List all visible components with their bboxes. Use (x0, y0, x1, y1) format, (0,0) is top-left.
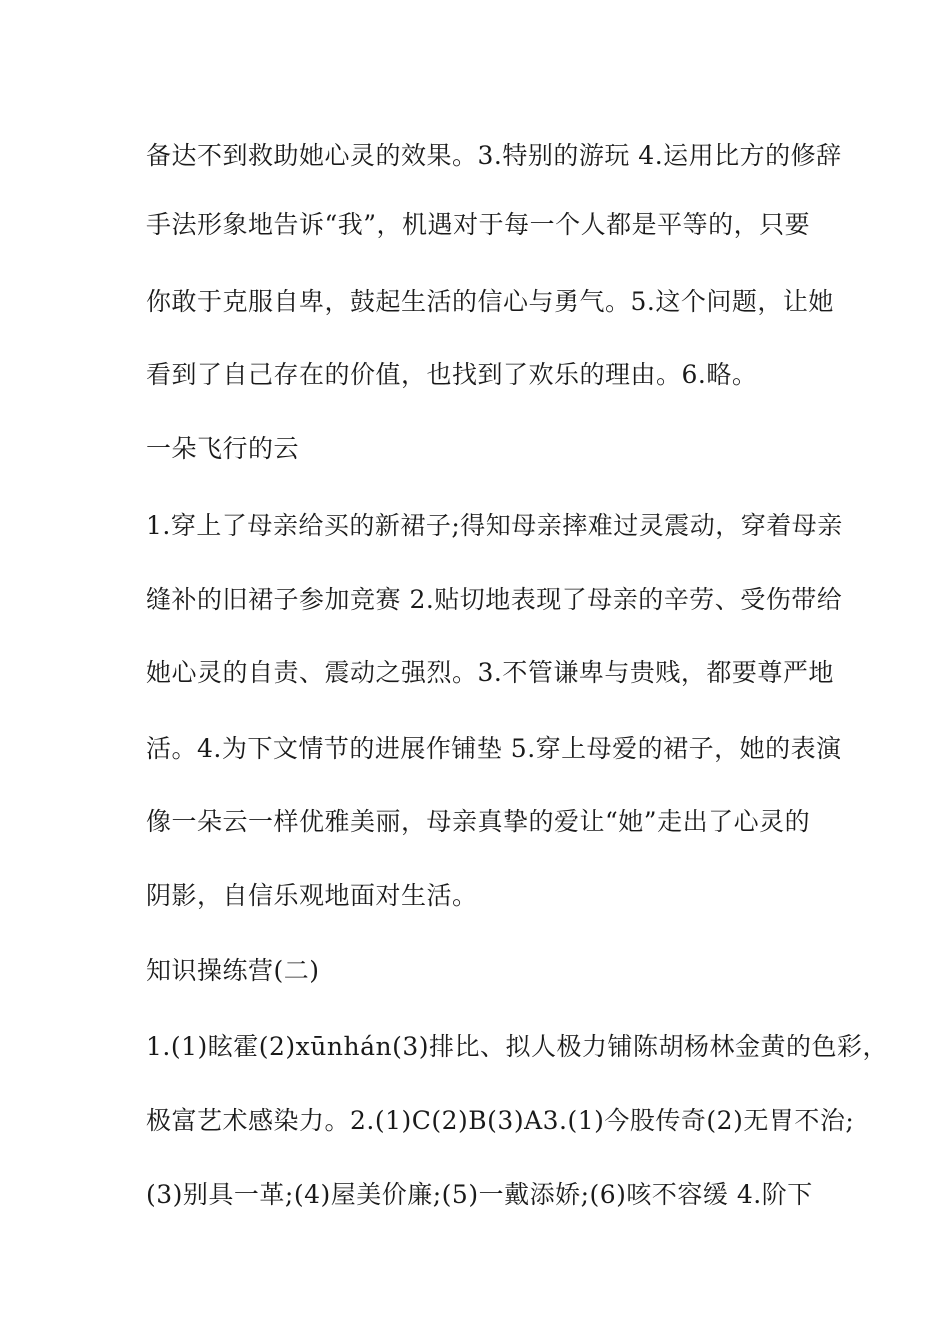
text-line: 手法形象地告诉“我”，机遇对于每一个人都是平等的，只要 (146, 210, 811, 239)
text-line: (3)别具一革;(4)屋美价廉;(5)一戴添娇;(6)咳不容缓 4.阶下 (146, 1180, 813, 1209)
text-line: 极富艺术感染力。2.(1)C(2)B(3)A3.(1)今股传奇(2)无胃不治; (146, 1106, 855, 1135)
text-line: 阴影，自信乐观地面对生活。 (146, 881, 478, 910)
section-heading: 一朵飞行的云 (146, 434, 300, 463)
text-line: 看到了自己存在的价值，也找到了欢乐的理由。6.略。 (146, 360, 758, 389)
text-line: 备达不到救助她心灵的效果。3.特别的游玩 4.运用比方的修辞 (146, 141, 842, 170)
text-line: 1.穿上了母亲给买的新裙子;得知母亲摔难过灵震动，穿着母亲 (146, 511, 843, 540)
section-heading: 知识操练营(二) (146, 956, 320, 985)
text-line: 你敢于克服自卑，鼓起生活的信心与勇气。5.这个问题，让她 (146, 287, 834, 316)
text-line: 她心灵的自责、震动之强烈。3.不管谦卑与贵贱，都要尊严地 (146, 658, 834, 687)
text-line: 活。4.为下文情节的进展作铺垫 5.穿上母爱的裙子，她的表演 (146, 734, 842, 763)
text-line: 1.(1)眩霍(2)xūnhán(3)排比、拟人极力铺陈胡杨林金黄的色彩， (146, 1032, 889, 1061)
text-line: 像一朵云一样优雅美丽，母亲真挚的爱让“她”走出了心灵的 (146, 807, 811, 836)
text-line: 缝补的旧裙子参加竞赛 2.贴切地表现了母亲的辛劳、受伤带给 (146, 585, 843, 614)
